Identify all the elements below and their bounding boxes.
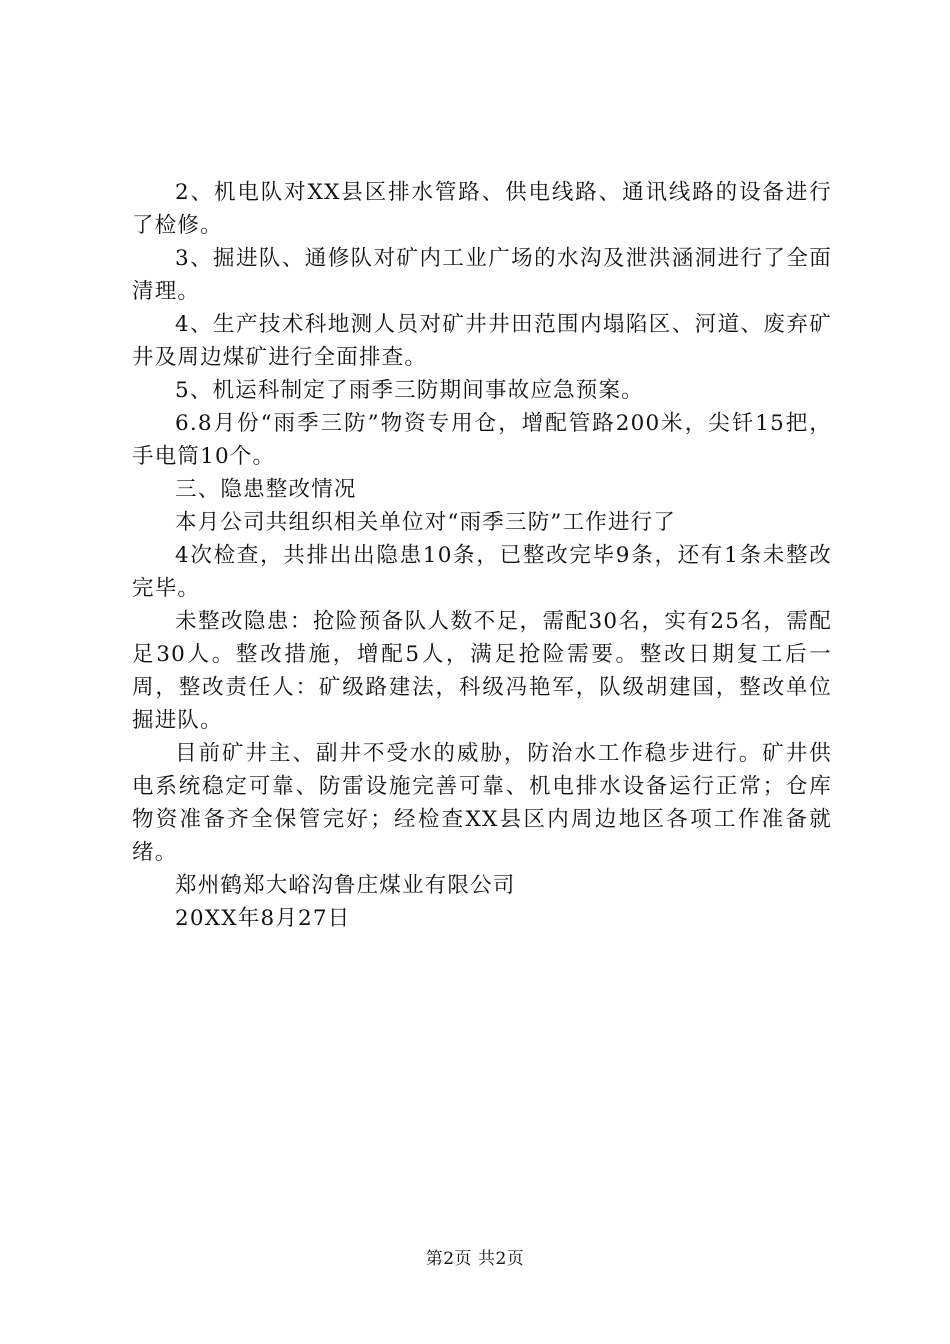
paragraph-inspection-count: 4次检查，共排出出隐患10条，已整改完毕9条，还有1条未整改完毕。 <box>132 543 832 601</box>
page-number-footer: 第2页 共2页 <box>425 1249 525 1269</box>
paragraph-supplies: 6.8月份“雨季三防”物资专用仓，增配管路200米，尖钎15把，手电筒10个。 <box>132 411 832 469</box>
paragraph-equipment-repair: 2、机电队对XX县区排水管路、供电线路、通讯线路的设备进行了检修。 <box>132 180 832 238</box>
document-body <box>132 176 832 935</box>
paragraph-inspection-intro: 本月公司共组织相关单位对“雨季三防”工作进行了 <box>175 510 677 535</box>
paragraph-ditch-cleanup: 3、掘进队、通修队对矿内工业广场的水沟及泄洪涵洞进行了全面清理。 <box>132 246 832 304</box>
company-signature: 郑州鹤郑大峪沟鲁庄煤业有限公司 <box>175 873 516 898</box>
paragraph-emergency-plan: 5、机运科制定了雨季三防期间事故应急预案。 <box>175 378 644 403</box>
paragraph-current-status: 目前矿井主、副井不受水的威胁，防治水工作稳步进行。矿井供电系统稳定可靠、防雷设施完善可靠、机电排水设备运行正常；仓库物资准备齐全保管完好；经检查XX县区内周边地区各项工作准备就绪。 <box>132 741 832 865</box>
section-heading-hazard-rectification: 三、隐患整改情况 <box>175 477 357 502</box>
document-date: 20XX年8月27日 <box>175 906 351 931</box>
paragraph-survey-inspection: 4、生产技术科地测人员对矿井井田范围内塌陷区、河道、废弃矿井及周边煤矿进行全面排查。 <box>132 312 832 370</box>
paragraph-pending-hazard: 未整改隐患：抢险预备队人数不足，需配30名，实有25名，需配足30人。整改措施，增配5人，满足抢险需要。整改日期复工后一周，整改责任人：矿级路建法，科级冯艳军，队级胡建国，整改单位掘进队。 <box>132 609 832 733</box>
